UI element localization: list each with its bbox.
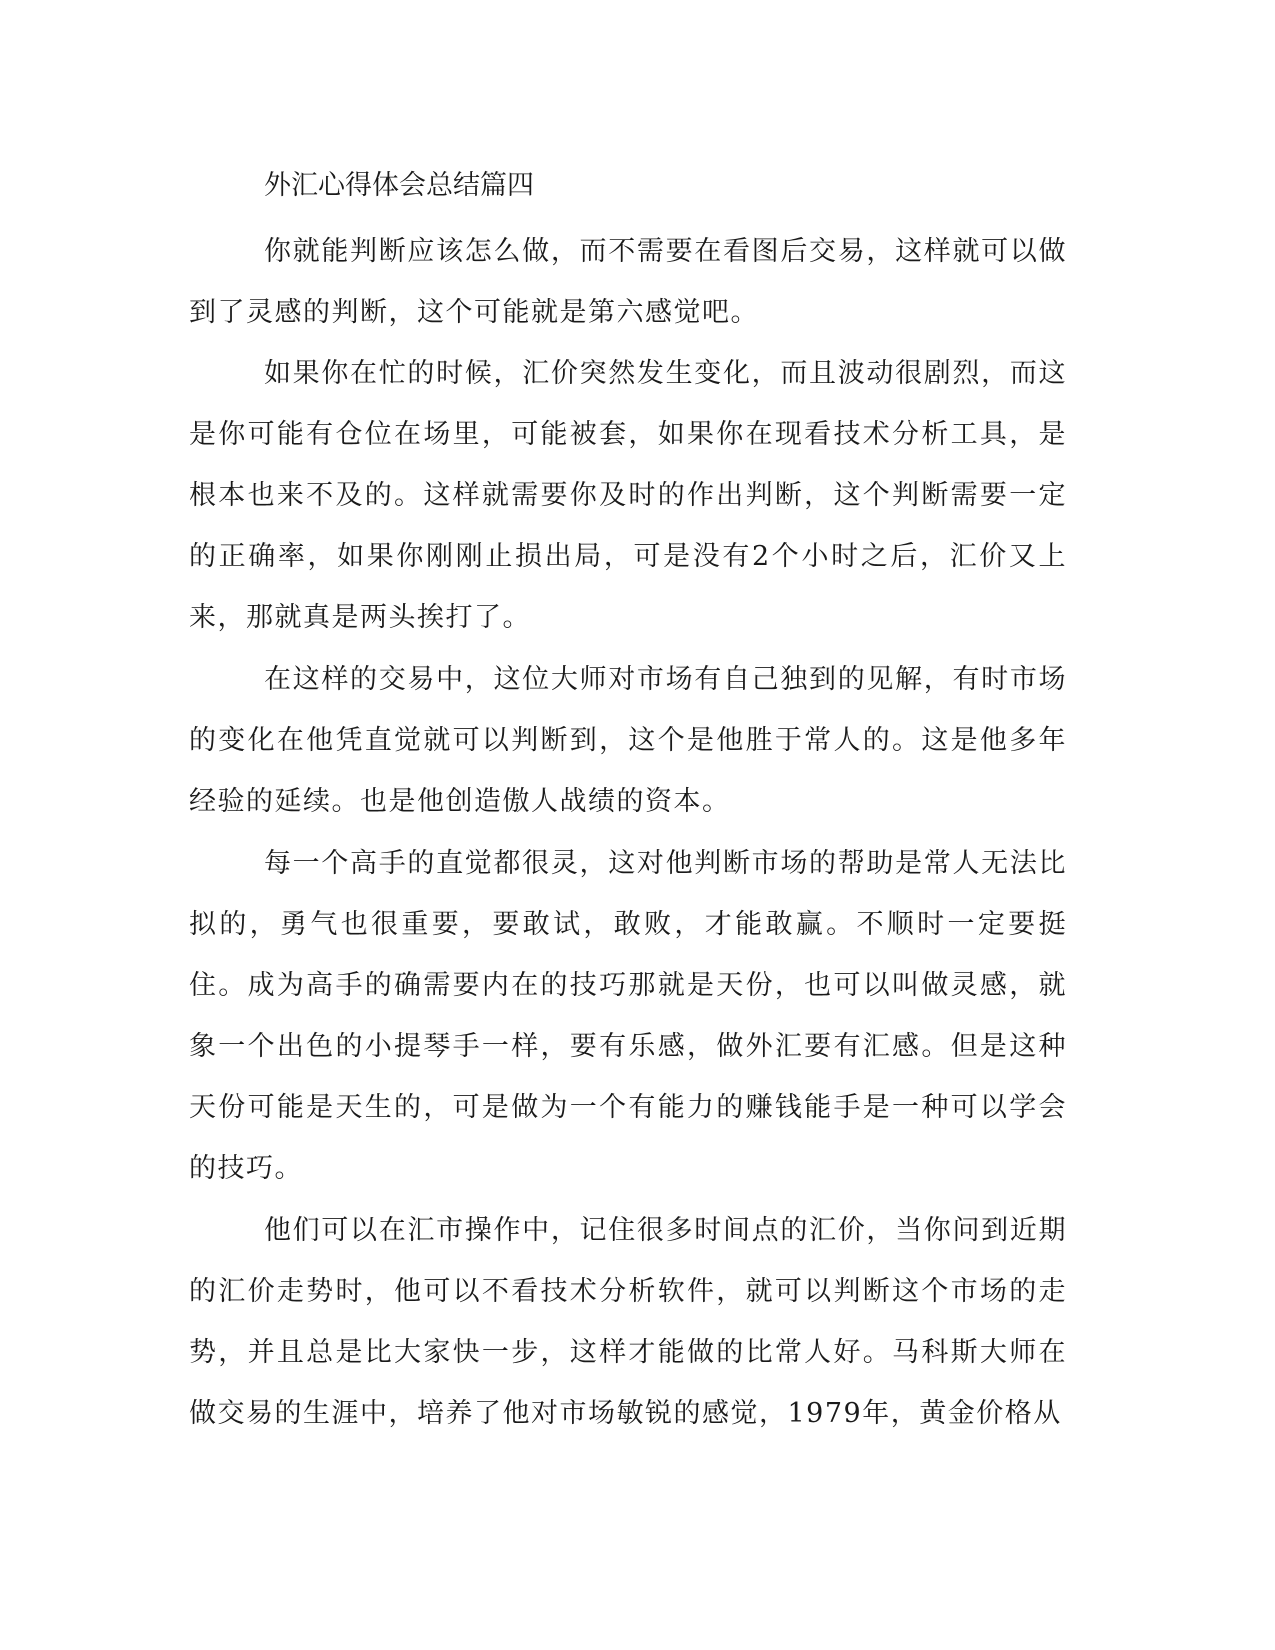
paragraph-3: 在这样的交易中，这位大师对市场有自己独到的见解，有时市场的变化在他凭直觉就可以判断到，这个是他胜于常人的。这是他多年经验的延续。也是他创造傲人战绩的资本。 — [189, 664, 1067, 817]
paragraph-5: 他们可以在汇市操作中，记住很多时间点的汇价，当你问到近期的汇价走势时，他可以不看技术分析软件，就可以判断这个市场的走势，并且总是比大家快一步，这样才能做的比常人好。马科斯大师在做交易的生涯中，培养了他对市场敏锐的感觉，1979年，黄金价格从 — [189, 1215, 1067, 1429]
paragraph-2: 如果你在忙的时候，汇价突然发生变化，而且波动很剧烈，而这是你可能有仓位在场里，可能被套，如果你在现看技术分析工具，是根本也来不及的。这样就需要你及时的作出判断，这个判断需要一定的正确率，如果你刚刚止损出局，可是没有2个小时之后，汇价又上来，那就真是两头挨打了。 — [189, 358, 1067, 633]
paragraph-1: 你就能判断应该怎么做，而不需要在看图后交易，这样就可以做到了灵感的判断，这个可能就是第六感觉吧。 — [189, 236, 1067, 328]
document-title: 外汇心得体会总结篇四 — [264, 170, 534, 201]
paragraph-4: 每一个高手的直觉都很灵，这对他判断市场的帮助是常人无法比拟的，勇气也很重要，要敢试，敢败，才能敢赢。不顺时一定要挺住。成为高手的确需要内在的技巧那就是天份，也可以叫做灵感，就象一个出色的小提琴手一样，要有乐感，做外汇要有汇感。但是这种天份可能是天生的，可是做为一个有能力的赚钱能手是一种可以学会的技巧。 — [189, 848, 1067, 1184]
